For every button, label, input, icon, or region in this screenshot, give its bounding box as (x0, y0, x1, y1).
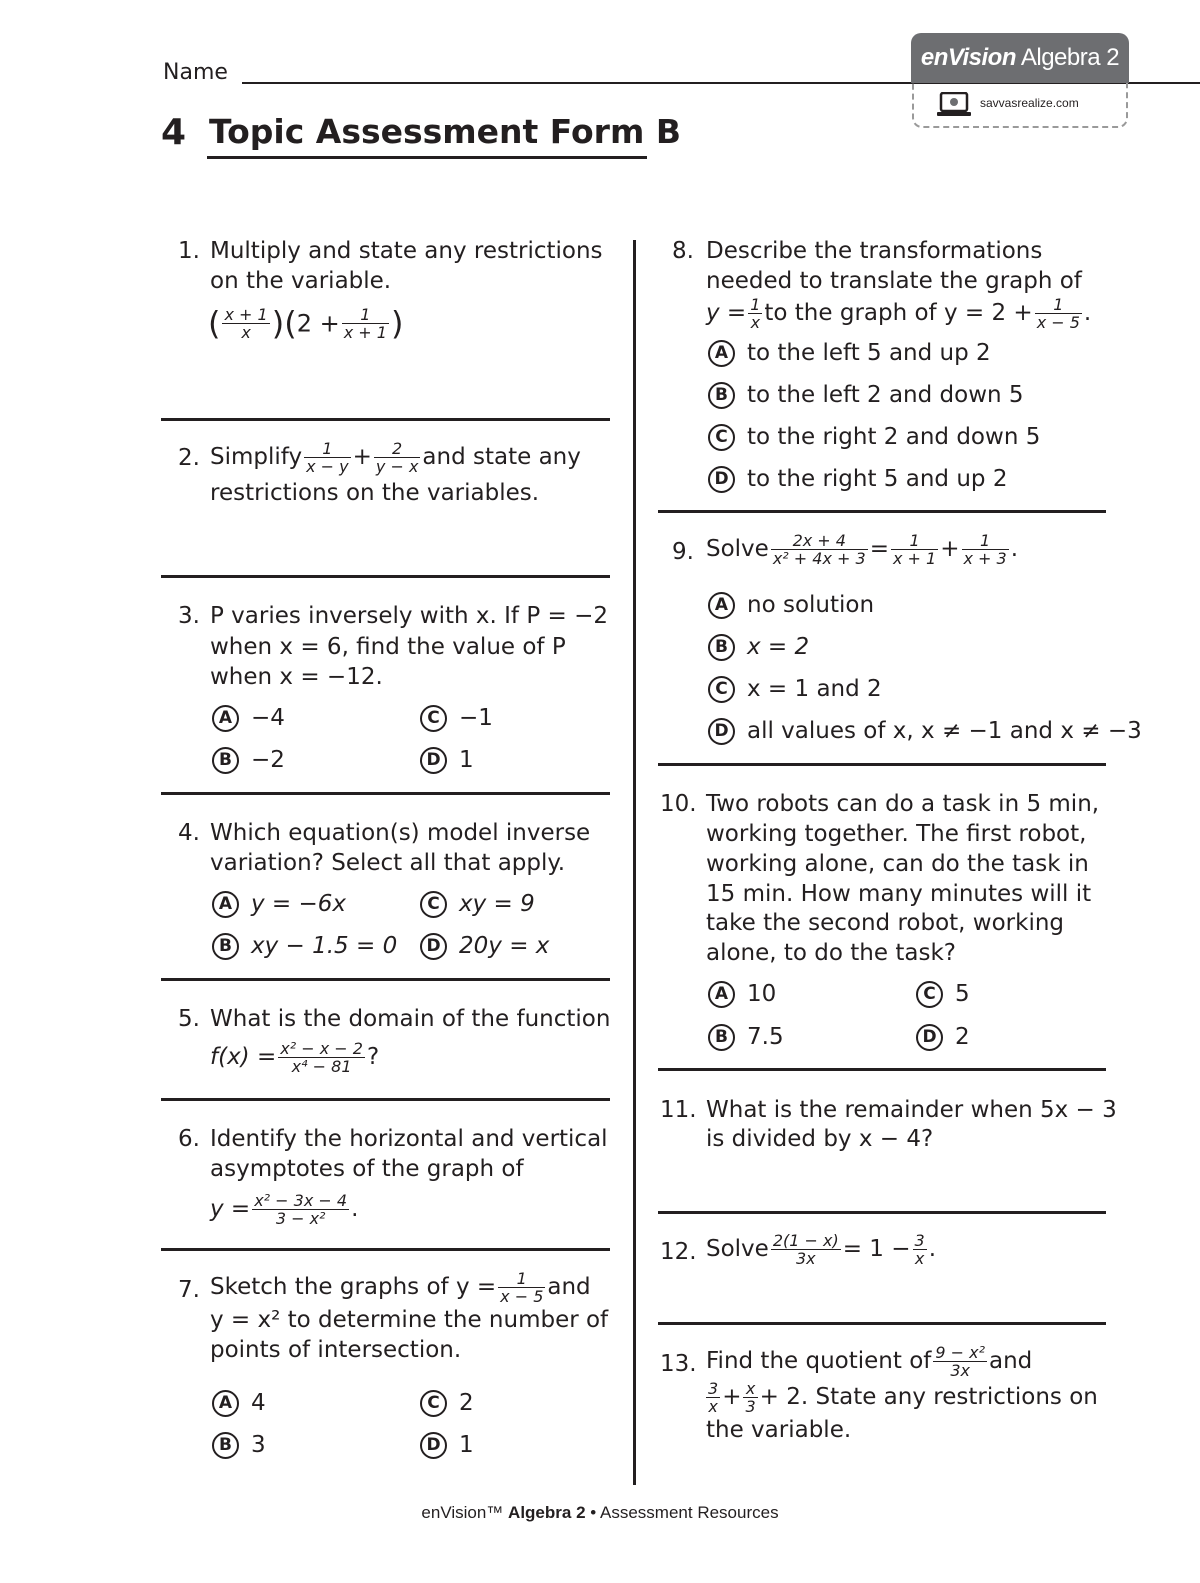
site-url: savvasrealize.com (980, 96, 1079, 110)
page-footer (0, 1503, 1200, 1523)
page-title: Topic Assessment Form B (209, 112, 681, 151)
question-text: Find the quotient of $\frac{\text{9 − x²}}{3x}$ and (706, 1343, 1033, 1380)
question-text: y = x² to determine the number of (210, 1307, 609, 1333)
question-text: working together. The first robot, (706, 821, 1087, 847)
choice-c[interactable]: C 2 (420, 1388, 474, 1418)
choice-c-bubble: C (420, 705, 447, 732)
brand-suffix: Algebra 2 (1020, 44, 1120, 71)
choice-b-bubble: B (708, 382, 735, 409)
question-number: 9. (672, 539, 694, 565)
choice-c[interactable]: C −1 (420, 703, 493, 733)
question-number: 12. (660, 1239, 697, 1265)
choice-a-bubble: A (212, 705, 239, 732)
choice-a[interactable]: A −4 (212, 703, 285, 733)
question-text: Simplify $\frac{1}{x - y}$ + $\frac{2}{y - x}$ and state any (210, 439, 581, 476)
title-underline (207, 156, 647, 159)
question-number: 13. (660, 1351, 697, 1377)
question-text: Which equation(s) model inverse (210, 820, 591, 846)
choice-a-bubble: A (212, 1390, 239, 1417)
question-expression: Solve $\frac{2(1 - x)}{3x}$ = 1 − $\frac{3}{x}$ . (706, 1231, 937, 1268)
choice-a-bubble: A (708, 592, 735, 619)
choice-b[interactable]: B 7.5 (708, 1022, 784, 1052)
choice-c[interactable]: C to the right 2 and down 5 (708, 422, 1040, 452)
question-expression: f(x) = $\frac{\text{x² − x − 2}}{\text{x⁴ − 81}}$ ? (210, 1039, 380, 1076)
choice-c[interactable]: C xy = 9 (420, 889, 535, 919)
choice-a[interactable]: A y = −6x (212, 889, 346, 919)
question-text: when x = −12. (210, 664, 383, 690)
choice-b[interactable]: B xy − 1.5 = 0 (212, 931, 397, 961)
section-rule (161, 575, 610, 578)
choice-d[interactable]: D 1 (420, 745, 474, 775)
choice-b-bubble: B (708, 1024, 735, 1051)
choice-c-bubble: C (708, 676, 735, 703)
section-rule (161, 418, 610, 421)
topic-number: 4 (161, 112, 187, 153)
choice-a[interactable]: A 10 (708, 979, 776, 1009)
choice-a-bubble: A (708, 981, 735, 1008)
question-expression: y = $\frac{1}{x}$ to the graph of y = 2 + $\frac{1}{x - 5}$ . (706, 295, 1092, 332)
choice-d-bubble: D (916, 1024, 943, 1051)
column-divider (633, 240, 636, 1485)
footer-bullet: • (590, 1503, 597, 1522)
question-number: 7. (178, 1277, 200, 1303)
question-text: variation? Select all that apply. (210, 850, 566, 876)
question-text: the variable. (706, 1417, 852, 1443)
section-rule (658, 1211, 1106, 1214)
choice-b[interactable]: B 3 (212, 1430, 266, 1460)
question-text: is divided by x − 4? (706, 1126, 934, 1152)
section-rule (161, 1248, 610, 1251)
choice-c[interactable]: C 5 (916, 979, 970, 1009)
question-number: 5. (178, 1006, 200, 1032)
question-number: 4. (178, 820, 200, 846)
choice-d[interactable]: D 1 (420, 1430, 474, 1460)
choice-d[interactable]: D 2 (916, 1022, 970, 1052)
choice-c-bubble: C (916, 981, 943, 1008)
question-text: Describe the transformations (706, 238, 1043, 264)
choice-a-bubble: A (708, 340, 735, 367)
choice-d[interactable]: D all values of x, x ≠ −1 and x ≠ −3 (708, 716, 1142, 746)
brand-name: enVision (920, 44, 1017, 71)
question-expression: y = $\frac{\text{x² − 3x − 4}}{\text{3 − x²}}$ . (210, 1191, 359, 1228)
section-rule (161, 978, 610, 981)
question-text: alone, to do the task? (706, 940, 956, 966)
section-rule (161, 792, 610, 795)
choice-d[interactable]: D 20y = x (420, 931, 549, 961)
question-text: working alone, can do the task in (706, 851, 1089, 877)
section-rule (161, 1098, 610, 1101)
section-rule (658, 1322, 1106, 1325)
footer-brand: enVision™ (421, 1503, 504, 1522)
question-text: What is the domain of the function (210, 1006, 611, 1032)
question-text: on the variable. (210, 268, 392, 294)
brand-logo (911, 33, 1129, 83)
name-label: Name (163, 60, 228, 85)
question-number: 2. (178, 445, 200, 471)
section-rule (658, 763, 1106, 766)
question-text: $\frac{3}{x}$ + $\frac{x}{3}$ + 2. State any restrictions on (708, 1379, 1098, 1416)
choice-d[interactable]: D to the right 5 and up 2 (708, 464, 1007, 494)
choice-d-bubble: D (420, 747, 447, 774)
footer-text: Assessment Resources (600, 1503, 779, 1522)
question-text: Sketch the graphs of y = $\frac{1}{x - 5}$ and (210, 1269, 591, 1306)
question-text: asymptotes of the graph of (210, 1156, 524, 1182)
choice-b[interactable]: B −2 (212, 745, 285, 775)
question-number: 1. (178, 238, 200, 264)
question-text: What is the remainder when 5x − 3 (706, 1097, 1117, 1123)
question-text: take the second robot, working (706, 910, 1065, 936)
question-text: Two robots can do a task in 5 min, (706, 791, 1100, 817)
choice-a[interactable]: A 4 (212, 1388, 266, 1418)
choice-d-bubble: D (708, 466, 735, 493)
question-number: 6. (178, 1126, 200, 1152)
choice-c-bubble: C (420, 891, 447, 918)
question-expression: Solve $\frac{2x + 4}{\text{x² + 4x + 3}}$ = $\frac{1}{x + 1}$ + $\frac{1}{x + 3}$ . (706, 531, 1019, 568)
question-number: 8. (672, 238, 694, 264)
question-number: 11. (660, 1097, 697, 1123)
choice-b-bubble: B (212, 747, 239, 774)
choice-d-bubble: D (420, 1432, 447, 1459)
choice-a[interactable]: A no solution (708, 590, 874, 620)
choice-b[interactable]: B to the left 2 and down 5 (708, 380, 1024, 410)
laptop-icon (936, 92, 972, 118)
choice-d-bubble: D (708, 718, 735, 745)
question-text: Multiply and state any restrictions (210, 238, 603, 264)
question-text: P varies inversely with x. If P = −2 (210, 603, 609, 629)
section-rule (658, 510, 1106, 513)
choice-a-bubble: A (212, 891, 239, 918)
question-text: restrictions on the variables. (210, 480, 540, 506)
question-number: 10. (660, 791, 697, 817)
choice-b-bubble: B (708, 634, 735, 661)
choice-a[interactable]: A to the left 5 and up 2 (708, 338, 991, 368)
footer-product: Algebra 2 (508, 1503, 586, 1522)
question-text: 15 min. How many minutes will it (706, 881, 1092, 907)
choice-b[interactable]: B x = 2 (708, 632, 809, 662)
choice-c-bubble: C (420, 1390, 447, 1417)
choice-c-bubble: C (708, 424, 735, 451)
choice-b-bubble: B (212, 933, 239, 960)
section-rule (658, 1068, 1106, 1071)
question-text: Identify the horizontal and vertical (210, 1126, 608, 1152)
question-number: 3. (178, 603, 200, 629)
question-text: points of intersection. (210, 1337, 462, 1363)
question-text: when x = 6, find the value of P (210, 634, 566, 660)
choice-d-bubble: D (420, 933, 447, 960)
choice-c[interactable]: C x = 1 and 2 (708, 674, 882, 704)
question-text: needed to translate the graph of (706, 268, 1082, 294)
question-expression: ( $\frac{x + 1}{x}$ )(2 + $\frac{1}{x + 1}$ ) (208, 304, 404, 343)
choice-b-bubble: B (212, 1432, 239, 1459)
